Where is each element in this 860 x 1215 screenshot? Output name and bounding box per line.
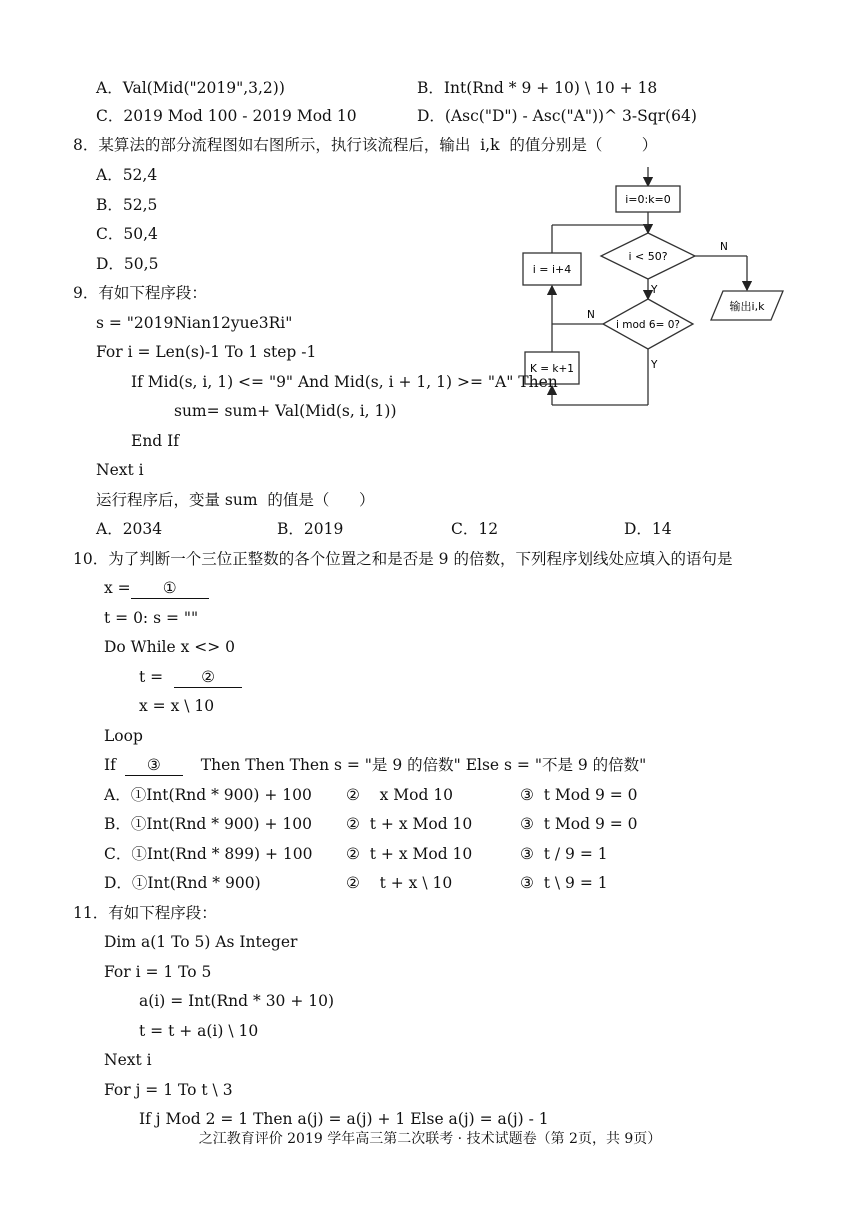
q10-line-if-suffix: Then Then Then s = "是 9 的倍数" Else s = "不是 9 的倍数" [200, 756, 647, 774]
q10-line-x [104, 578, 209, 599]
q11-code-line: a(i) = Int(Rnd * 30 + 10) [139, 992, 335, 1010]
q10-option-a-part3: ③ t Mod 9 = 0 [520, 786, 638, 804]
q10-blank-3: ③ [125, 755, 183, 776]
flowchart-cond2: i mod 6= 0? [616, 319, 680, 331]
q11-code-line: Next i [104, 1051, 152, 1069]
q7-option-d: D．(Asc("D") - Asc("A"))^ 3-Sqr(64) [417, 107, 697, 125]
flowchart-label-y2: Y [651, 359, 658, 371]
q10-code-line: Loop [104, 727, 143, 745]
q10-option-a-part2: ② x Mod 10 [346, 786, 454, 804]
q11-stem: 11．有如下程序段： [73, 904, 217, 922]
q10-option-d-part2: ② t + x \ 10 [346, 874, 453, 892]
q9-option-b: B．2019 [277, 520, 344, 538]
q11-code-line: Dim a(1 To 5) As Integer [104, 933, 298, 951]
q10-line-x-prefix: x = [104, 579, 131, 597]
q10-line-t-prefix: t = [139, 668, 169, 686]
flowchart-inc-i: i = i+4 [532, 263, 572, 276]
q10-option-c-part1: C．①Int(Rnd * 899) + 100 [104, 845, 313, 863]
q10-option-b-part1: B．①Int(Rnd * 900) + 100 [104, 815, 313, 833]
q9-option-d: D．14 [624, 520, 672, 538]
q11-code-line: For j = 1 To t \ 3 [104, 1081, 233, 1099]
q10-code-line: x = x \ 10 [139, 697, 215, 715]
q9-option-c: C．12 [451, 520, 499, 538]
q9-question: 运行程序后，变量 sum 的值是（ ） [96, 491, 375, 509]
flowchart-label-n2: N [587, 309, 595, 321]
q10-option-c-part2: ② t + x Mod 10 [346, 845, 473, 863]
page-footer: 之江教育评价 2019 学年高三第二次联考 · 技术试题卷（第 2页，共 9页） [198, 1131, 662, 1147]
flowchart-init: i=0:k=0 [625, 193, 671, 206]
q10-option-b-part3: ③ t Mod 9 = 0 [520, 815, 638, 833]
q10-blank-2: ② [174, 667, 242, 688]
q8-stem: 8．某算法的部分流程图如右图所示，执行该流程后，输出 i,k 的值分别是（ ） [73, 136, 658, 154]
q9-code-line: Next i [96, 461, 144, 479]
q10-option-b-part2: ② t + x Mod 10 [346, 815, 473, 833]
q10-line-if [104, 755, 646, 776]
q9-code-line: If Mid(s, i, 1) <= "9" And Mid(s, i + 1, 1) >= "A" Then [131, 373, 558, 391]
q10-code-line: t = 0: s = "" [104, 609, 199, 627]
q11-code-line: For i = 1 To 5 [104, 963, 212, 981]
q8-option-d: D．50,5 [96, 255, 159, 273]
q10-option-d-part1: D．①Int(Rnd * 900) [104, 874, 261, 892]
q9-code-line: End If [131, 432, 180, 450]
q10-option-d-part3: ③ t \ 9 = 1 [520, 874, 608, 892]
q10-option-a-part1: A．①Int(Rnd * 900) + 100 [104, 786, 312, 804]
q9-option-a: A．2034 [96, 520, 163, 538]
q10-code-line: Do While x <> 0 [104, 638, 236, 656]
flowchart-label-n1: N [720, 241, 728, 253]
q10-line-if-prefix: If [104, 756, 121, 774]
q9-stem: 9．有如下程序段： [73, 284, 207, 302]
q8-option-b: B．52,5 [96, 196, 158, 214]
q10-line-t [139, 667, 242, 688]
q9-code-line: s = "2019Nian12yue3Ri" [96, 314, 293, 332]
q7-option-b: B．Int(Rnd * 9 + 10) \ 10 + 18 [417, 79, 658, 97]
q7-option-c: C．2019 Mod 100 - 2019 Mod 10 [96, 107, 357, 125]
q9-code-line: For i = Len(s)-1 To 1 step -1 [96, 343, 317, 361]
q11-code-line: If j Mod 2 = 1 Then a(j) = a(j) + 1 Else a(j) = a(j) - 1 [139, 1110, 549, 1128]
q9-code-line: sum= sum+ Val(Mid(s, i, 1)) [174, 402, 397, 420]
flowchart-output: 输出i,k [729, 300, 765, 313]
q7-option-a: A．Val(Mid("2019",3,2)) [96, 79, 285, 97]
q10-blank-1: ① [131, 578, 209, 599]
flowchart-cond1: i < 50? [628, 250, 668, 263]
q11-code-line: t = t + a(i) \ 10 [139, 1022, 259, 1040]
q8-option-c: C．50,4 [96, 225, 158, 243]
flowchart-inc-k: K = k+1 [530, 363, 574, 375]
q10-stem: 10．为了判断一个三位正整数的各个位置之和是否是 9 的倍数，下列程序划线处应填入的语句是 [73, 550, 733, 568]
flowchart-label-y1: Y [651, 284, 658, 296]
q10-option-c-part3: ③ t / 9 = 1 [520, 845, 608, 863]
q8-option-a: A．52,4 [96, 166, 158, 184]
